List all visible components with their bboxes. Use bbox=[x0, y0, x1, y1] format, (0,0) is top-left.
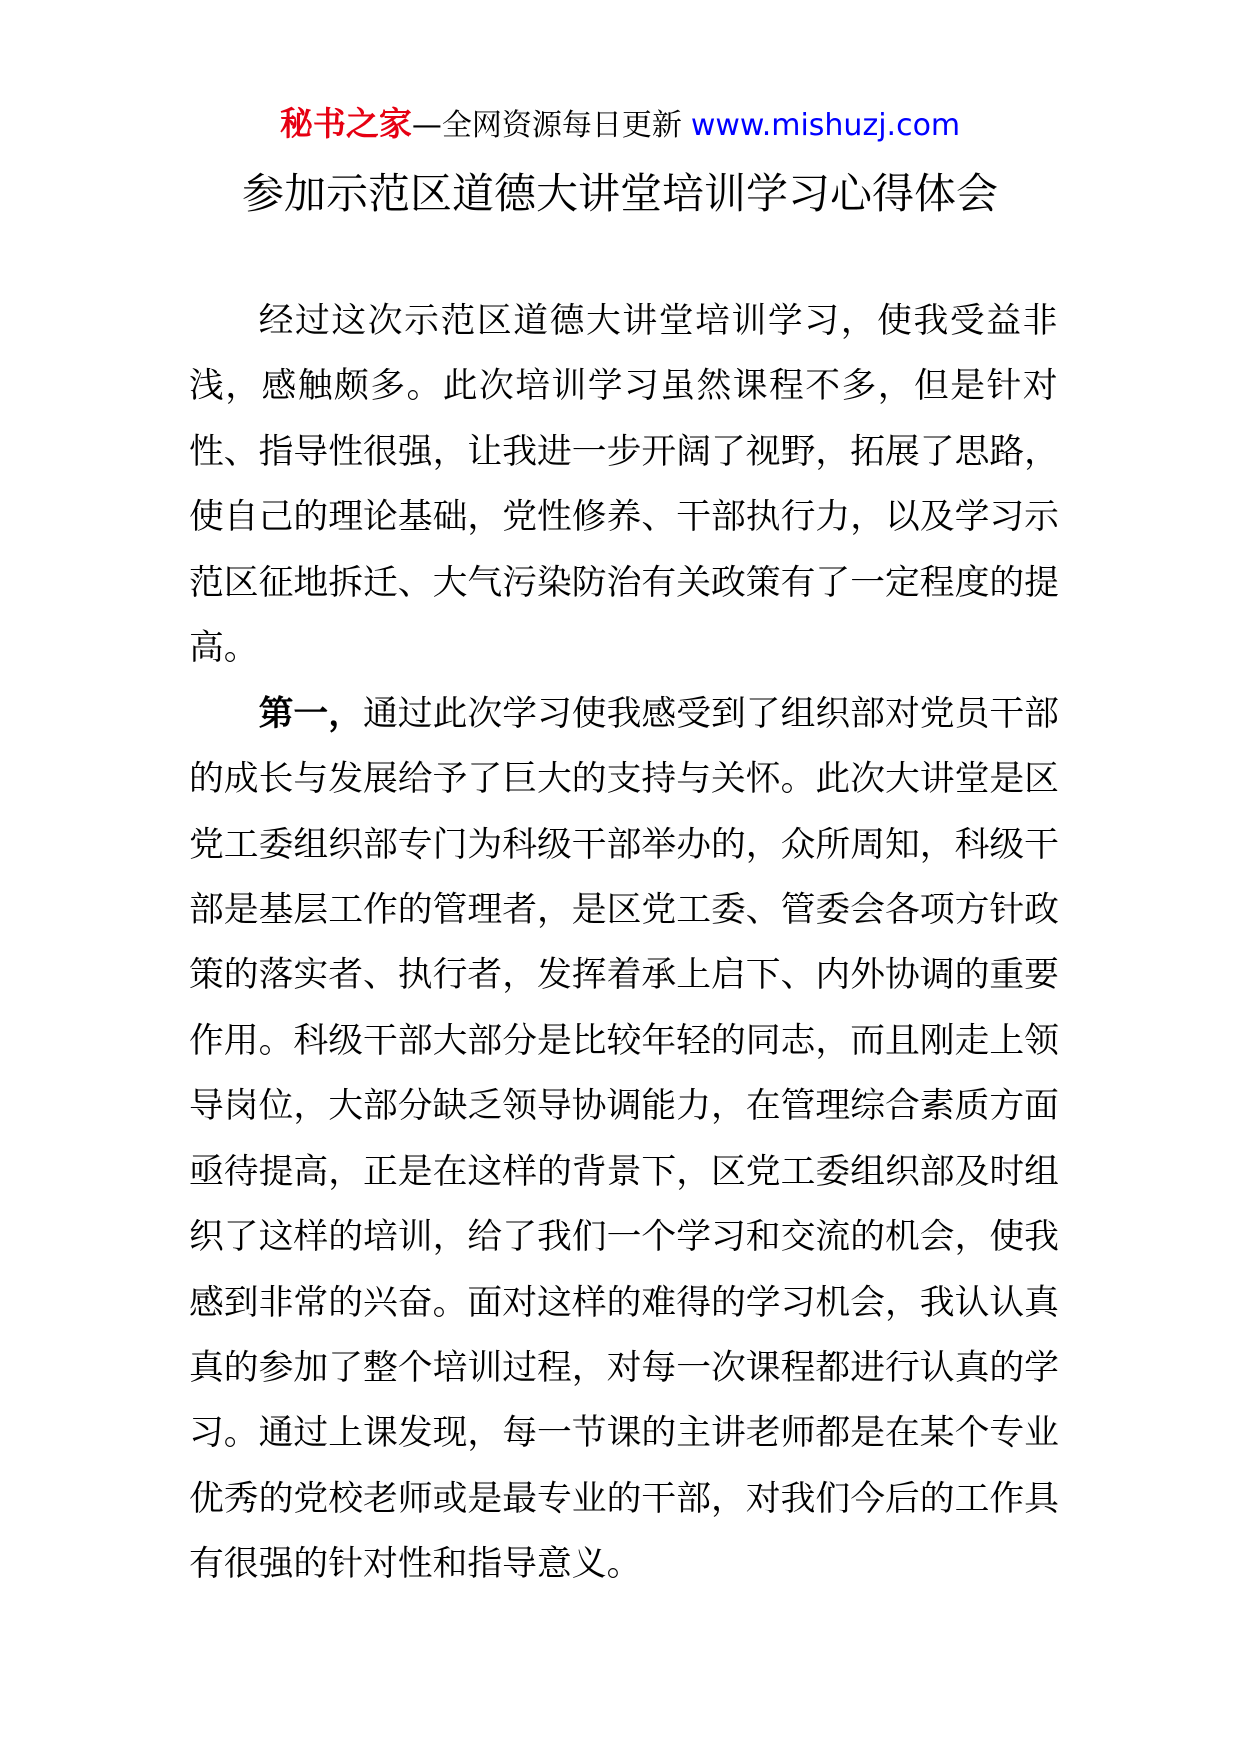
paragraph-line: 经过这次示范区道德大讲堂培训学习，使我受益非 bbox=[258, 301, 1059, 341]
document-body bbox=[189, 289, 1059, 1598]
paragraph-line: 党工委组织部专门为科级干部举办的，众所周知，科级干 bbox=[189, 824, 1059, 865]
paragraph-line: 的成长与发展给予了巨大的支持与关怀。此次大讲堂是区 bbox=[189, 759, 1059, 800]
site-url-link[interactable]: www.mishuzj.com bbox=[690, 108, 961, 143]
paragraph-line-text: 通过此次学习使我感受到了组织部对党员干部 bbox=[363, 693, 1059, 734]
paragraph-line: 真的参加了整个培训过程，对每一次课程都进行认真的学 bbox=[189, 1348, 1059, 1388]
paragraph-lead-bold: 第一， bbox=[258, 693, 363, 734]
body-paragraph bbox=[189, 682, 1059, 1598]
paragraph-line: 作用。科级干部大部分是比较年轻的同志，而且刚走上领 bbox=[189, 1020, 1059, 1061]
paragraph-line: 策的落实者、执行者，发挥着承上启下、内外协调的重要 bbox=[189, 955, 1059, 996]
document-title: 参加示范区道德大讲堂培训学习心得体会 bbox=[241, 169, 998, 218]
paragraph-line: 性、指导性很强，让我进一步开阔了视野，拓展了思路， bbox=[189, 431, 1059, 472]
paragraph-line: 部是基层工作的管理者，是区党工委、管委会各项方针政 bbox=[189, 889, 1059, 930]
paragraph-line: 高。 bbox=[189, 628, 259, 669]
paragraph-line: 织了这样的培训，给了我们一个学习和交流的机会，使我 bbox=[189, 1217, 1059, 1258]
site-banner bbox=[0, 100, 1240, 148]
paragraph-line: 感到非常的兴奋。面对这样的难得的学习机会，我认认真 bbox=[189, 1282, 1059, 1323]
paragraph-line: 有很强的针对性和指导意义。 bbox=[189, 1544, 642, 1585]
site-name: 秘书之家 bbox=[279, 104, 412, 143]
paragraph-line: 优秀的党校老师或是最专业的干部，对我们今后的工作具 bbox=[189, 1478, 1059, 1519]
paragraph-line bbox=[189, 682, 1059, 747]
site-tagline: —全网资源每日更新 bbox=[411, 108, 682, 143]
paragraph-line: 使自己的理论基础，党性修养、干部执行力，以及学习示 bbox=[189, 497, 1059, 538]
paragraph-line: 范区征地拆迁、大气污染防治有关政策有了一定程度的提 bbox=[189, 562, 1059, 603]
body-paragraph bbox=[189, 289, 1059, 682]
paragraph-line: 导岗位，大部分缺乏领导协调能力，在管理综合素质方面 bbox=[189, 1086, 1059, 1127]
paragraph-line: 亟待提高，正是在这样的背景下，区党工委组织部及时组 bbox=[189, 1151, 1059, 1192]
paragraph-line: 浅，感触颇多。此次培训学习虽然课程不多，但是针对 bbox=[189, 366, 1059, 407]
paragraph-line: 习。通过上课发现，每一节课的主讲老师都是在某个专业 bbox=[189, 1413, 1059, 1454]
